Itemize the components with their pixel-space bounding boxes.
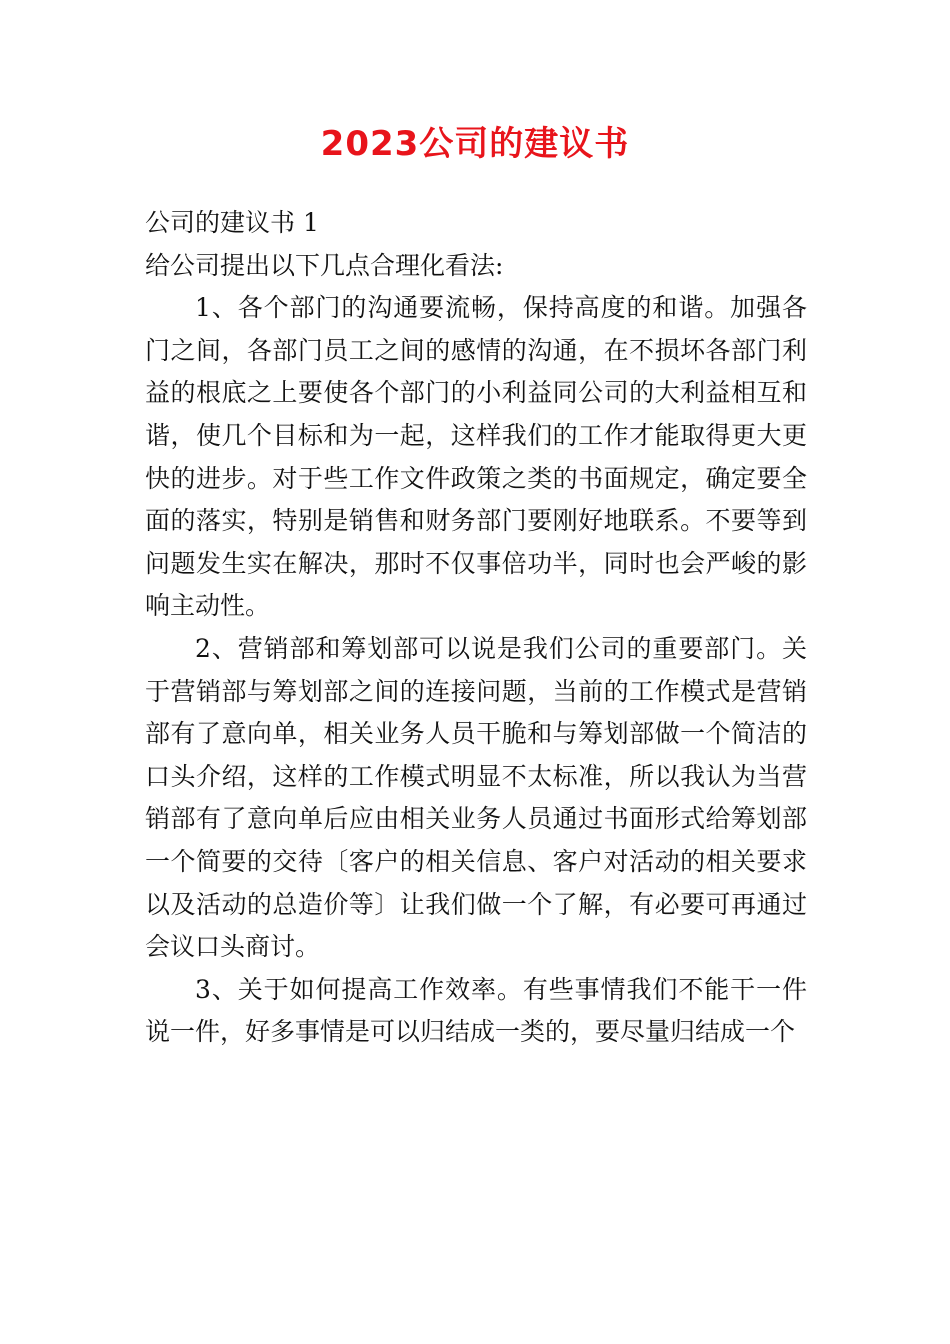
paragraph-1: 1、各个部门的沟通要流畅，保持高度的和谐。加强各门之间，各部门员工之间的感情的沟通，在不损坏各部门利益的根底之上要使各个部门的小利益同公司的大利益相互和谐，使几个目标和为一起，这样我们的工作才能取得更大更快的进步。对于些工作文件政策之类的书面规定，确定要全面的落实，特别是销售和财务部门要刚好地联系。不要等到问题发生实在解决，那时不仅事倍功半，同时也会严峻的影响主动性。 <box>145 293 807 621</box>
document-title: 2023公司的建议书 <box>320 124 630 164</box>
intro-line: 给公司提出以下几点合理化看法: <box>145 250 504 280</box>
paragraph-2: 2、营销部和筹划部可以说是我们公司的重要部门。关于营销部与筹划部之间的连接问题，当前的工作模式是营销部有了意向单，相关业务人员干脆和与筹划部做一个简洁的口头介绍，这样的工作模式明显不太标准，所以我认为当营销部有了意向单后应由相关业务人员通过书面形式给筹划部一个简要的交待〔客户的相关信息、客户对活动的相关要求以及活动的总造价等〕让我们做一个了解，有必要可再通过会议口头商讨。 <box>145 633 807 962</box>
document-body <box>145 202 807 1054</box>
section-heading: 公司的建议书 1 <box>145 208 319 237</box>
paragraph-3: 3、关于如何提高工作效率。有些事情我们不能干一件说一件，好多事情是可以归结成一类的，要尽量归结成一个 <box>145 974 807 1047</box>
